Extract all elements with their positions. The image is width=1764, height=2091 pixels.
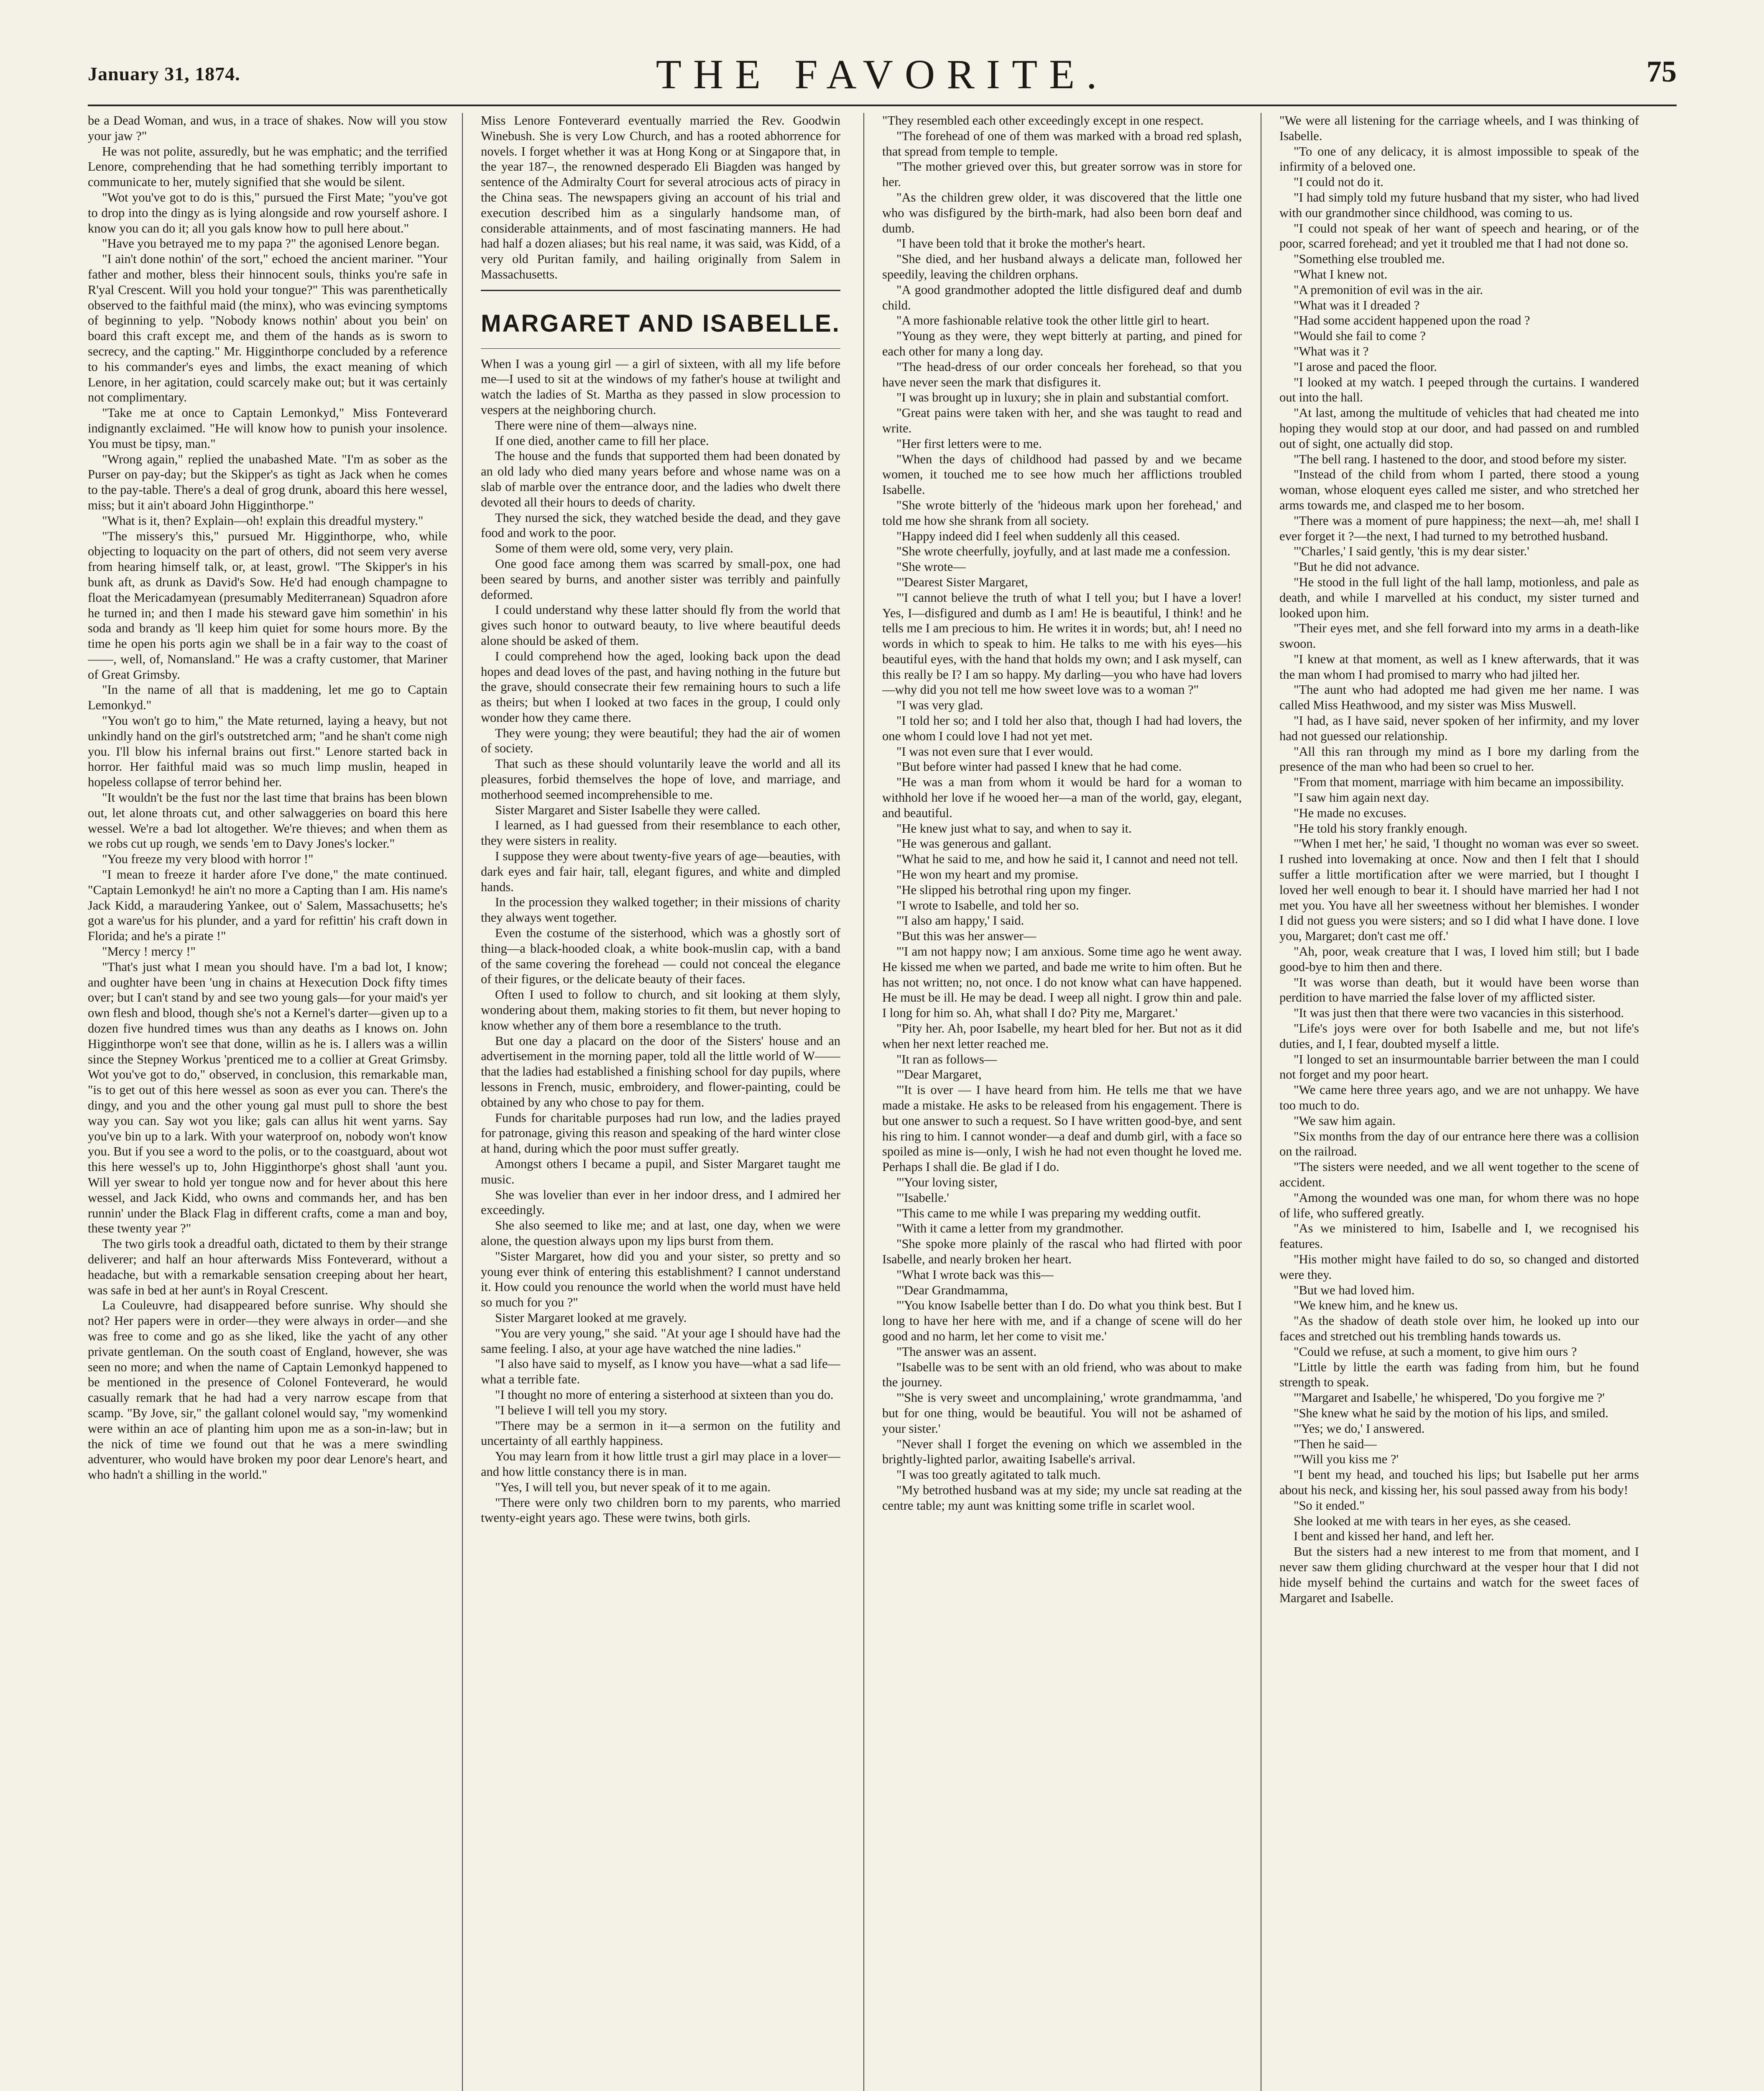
paragraph: "There were only two children born to my parents, who married twenty-eight years ago. These were twins, both girls. <box>481 1495 840 1525</box>
paragraph: "I wrote to Isabelle, and told her so. <box>896 898 1079 913</box>
paragraph: Funds for charitable purposes had run low, and the ladies prayed for patronage, giving this reason and speaking of the hard winter close at hand, during which the poor must suffer greatly. <box>481 1110 840 1156</box>
paragraph: "'Dearest Sister Margaret, <box>896 575 1028 589</box>
paragraph: "The forehead of one of them was marked with a broad red splash, that spread from temple to temple. <box>882 128 1242 158</box>
paragraph: "'She is very sweet and uncomplaining,' wrote grandmamma, 'and but for one thing, would be beautiful. You will not be ashamed of your sister.' <box>882 1391 1242 1436</box>
paragraph: "I looked at my watch. I peeped through the curtains. I wandered out into the hall. <box>1279 375 1639 405</box>
newspaper-title: THE FAVORITE. <box>656 51 1109 97</box>
paragraph: "I had simply told my future husband that my sister, who had lived with our grandmother since childhood, was coming to us. <box>1279 190 1639 220</box>
paragraph: "What is it, then? Explain—oh! explain this dreadful mystery." <box>102 513 424 528</box>
paragraph: "I knew at that moment, as well as I knew afterwards, that it was the man whom I had promised to marry who had jilted her. <box>1279 652 1639 682</box>
paragraph: "I told her so; and I told her also that, though I had had lovers, the one whom I could love I had not yet met. <box>882 713 1242 743</box>
paragraph: "He won my heart and my promise. <box>896 867 1079 882</box>
paragraph: "Mercy ! mercy !" <box>102 944 196 959</box>
paragraph: "The aunt who had adopted me had given me her name. I was called Miss Heathwood, and my sister was Miss Muswell. <box>1279 683 1639 713</box>
paragraph: "Wot you've got to do is this," pursued the First Mate; "you've got to drop into the dingy as is lying alongside and row yourself ashore. I know you can do it; all you gals know how to pull here about." <box>88 190 447 235</box>
paragraph: "A more fashionable relative took the other little girl to heart. <box>896 313 1210 328</box>
paragraph: "'I cannot believe the truth of what I tell you; but I have a lover! Yes, I—disfigured and dumb as I am! He is beautiful, I think! and he tells me I am precious to him. He writes it in words; but, ah! I need no words in which to speak to him. He talks to me with his eyes—his beautiful eyes, with the hand that holds my own; and I ask myself, can this really be I? I am so happy. My darling—you who have had lovers—why did you not tell me how sweet love was to a woman ?" <box>882 590 1242 697</box>
column-divider <box>462 113 463 2091</box>
paragraph: "She died, and her husband always a delicate man, followed her speedily, leaving the children orphans. <box>882 252 1242 281</box>
paragraph: Amongst others I became a pupil, and Sister Margaret taught me music. <box>481 1157 840 1186</box>
paragraph: "What I knew not. <box>1294 267 1388 281</box>
paragraph: "What was it ? <box>1294 344 1369 358</box>
paragraph: "You won't go to him," the Mate returned, laying a heavy, but not unkindly hand on the girl's outstretched arm; "and he shan't come nigh you. I'll blow his infernal brains out first." Lenore started back in horror. Her faithful maid was so much limp muslin, heaped in hopeless collapse of terror behind her. <box>88 713 447 790</box>
paragraph: The house and the funds that supported them had been donated by an old lady who died many years before and whose name was on a slab of marble over the entrance door, and the ladies who dwelt there devoted all their hours to deeds of charity. <box>481 449 840 509</box>
paragraph: They nursed the sick, they watched beside the dead, and they gave food and work to the poor. <box>481 510 840 540</box>
paragraph: "He was generous and gallant. <box>896 836 1052 851</box>
paragraph: "It ran as follows— <box>896 1052 997 1066</box>
paragraph: "'Charles,' I said gently, 'this is my dear sister.' <box>1294 544 1529 559</box>
paragraph: When I was a young girl — a girl of sixteen, with all my life before me—I used to sit at the windows of my father's house at twilight and watch the ladies of St. Martha as they passed in slow procession to vespers at the neighboring church. <box>481 356 840 417</box>
column-2 <box>481 113 840 2091</box>
paragraph: "I was brought up in luxury; she in plain and substantial comfort. <box>896 390 1229 405</box>
paragraph: "His mother might have failed to do so, so changed and distorted were they. <box>1279 1252 1639 1282</box>
paragraph: I suppose they were about twenty-five years of age—beauties, with dark eyes and fair hair, tall, elegant figures, and white and dimpled hands. <box>481 849 840 894</box>
paragraph: "You freeze my very blood with horror !" <box>102 852 314 867</box>
paragraph: "I longed to set an insurmountable barrier between the man I could not forget and my poor heart. <box>1279 1052 1639 1082</box>
paragraph: "My betrothed husband was at my side; my uncle sat reading at the centre table; my aunt was knitting some trifle in scarlet wool. <box>882 1483 1242 1513</box>
serial-conclusion <box>481 113 840 282</box>
paragraph: "I mean to freeze it harder afore I've done," the mate continued. "Captain Lemonkyd! he ain't no more a Capting than I am. His name's Jack Kidd, a maraudering Yankee, out o' Salem, Massachusetts; he's got a ware'us for his plunder, and a yard for refittin' his craft down in Florida; and he's a pirate !" <box>88 867 447 943</box>
paragraph: "'Isabelle.' <box>896 1190 949 1205</box>
paragraph: "From that moment, marriage with him became an impossibility. <box>1294 775 1624 790</box>
paragraph: "Sister Margaret, how did you and your sister, so pretty and so young ever think of entering this establishment? I cannot understand it. How could you renounce the world when the world must have held so much for you ?" <box>481 1249 840 1310</box>
paragraph: "Had some accident happened upon the road ? <box>1294 313 1530 328</box>
paragraph: "'Your loving sister, <box>896 1175 998 1189</box>
paragraph: "Her first letters were to me. <box>896 436 1042 451</box>
paragraph: The two girls took a dreadful oath, dictated to them by their strange deliverer; and half an hour afterwards Miss Fonteverard, without a headache, but with a remarkable sensation creeping about her heart, was safe in bed at her aunt's in Royal Crescent. <box>88 1237 447 1297</box>
paragraph: "I ain't done nothin' of the sort," echoed the ancient mariner. "Your father and mother, bless their hinnocent souls, thinks you're safe in R'yal Crescent. Will you hold your tongue?" This was parenthetically observed to the faithful maid (the minx), who was evincing symptoms of beginning to yelp. "Nobody knows nothin' about you bein' on board this craft except me, and them of the hands as is sworn to secrecy, and the capting." Mr. Higginthorpe concluded by a reference to his commander's eyes and limbs, the exact meaning of which Lenore, in her agitation, could scarcely make out; but it was certainly not complimentary. <box>88 252 447 405</box>
masthead-rule <box>88 105 1677 106</box>
paragraph: One good face among them was scarred by small-pox, one had been seared by burns, and another sister was terribly and painfully deformed. <box>481 556 840 602</box>
paragraph: "You are very young," she said. "At your age I should have had the same feeling. I also, at your age have watched the nine ladies." <box>481 1326 840 1356</box>
paragraph: She looked at me with tears in her eyes, as she ceased. <box>1294 1513 1571 1528</box>
paragraph: "But we had loved him. <box>1294 1283 1415 1297</box>
paragraph: "As the children grew older, it was discovered that the little one who was disfigured by the birth-mark, had also been born deaf and dumb. <box>882 190 1242 235</box>
page-number: 75 <box>1647 55 1677 88</box>
paragraph: "But he did not advance. <box>1294 560 1420 574</box>
paragraph: "I was too greatly agitated to talk much. <box>896 1467 1101 1482</box>
issue-date: January 31, 1874. <box>88 63 240 84</box>
paragraph: "Never shall I forget the evening on which we assembled in the brightly-lighted parlor, awaiting Isabelle's arrival. <box>882 1437 1242 1467</box>
story-rule-bottom <box>481 348 840 349</box>
paragraph: "She knew what he said by the motion of his lips, and smiled. <box>1294 1406 1608 1420</box>
paragraph: "The mother grieved over this, but greater sorrow was in store for her. <box>882 159 1242 189</box>
paragraph: "He made no excuses. <box>1294 805 1407 820</box>
paragraph: Some of them were old, some very, very plain. <box>495 541 733 556</box>
story-title: MARGARET AND ISABELLE. <box>481 309 840 337</box>
paragraph: "'Will you kiss me ?' <box>1294 1452 1399 1467</box>
column-3 <box>882 113 1242 2091</box>
paragraph: Sister Margaret looked at me gravely. <box>495 1310 687 1325</box>
paragraph: "'Yes; we do,' I answered. <box>1294 1421 1425 1436</box>
paragraph: "He stood in the full light of the hall lamp, motionless, and pale as death, and while I marvelled at his conduct, my sister turned and looked upon him. <box>1279 575 1639 620</box>
paragraph: "I arose and paced the floor. <box>1294 359 1437 374</box>
paragraph: La Couleuvre, had disappeared before sunrise. Why should she not? Her papers were in order—they were always in order—and she was free to come and go as she liked, like the yacht of any other private gentleman. On the south coast of England, however, she was seen no more; and when the name of Captain Lemonkyd happened to be mentioned in the presence of Colonel Fonteverard, he would casually remark that he had had a very narrow escape from that scamp. "By Jove, sir," the gallant colonel would say, "my womenkind were within an ace of planting him upon me as a son-in-law; but in the nick of time we found out that he was a mere swindling adventurer, who would have broken my poor dear Lenore's heart, and who hadn't a shilling in the world." <box>88 1298 447 1482</box>
paragraph: But the sisters had a new interest to me from that moment, and I never saw them gliding churchward at the vesper hour that I did not hide myself behind the curtains and watch for the sweet faces of Margaret and Isabelle. <box>1279 1544 1639 1605</box>
paragraph: "She spoke more plainly of the rascal who had flirted with poor Isabelle, and nearly broken her heart. <box>882 1237 1242 1266</box>
paragraph: "As we ministered to him, Isabelle and I, we recognised his features. <box>1279 1221 1639 1251</box>
paragraph: "She wrote— <box>896 560 966 574</box>
paragraph: "The bell rang. I hastened to the door, and stood before my sister. <box>1294 452 1627 466</box>
paragraph: "So it ended." <box>1294 1498 1365 1513</box>
paragraph: I could comprehend how the aged, looking back upon the dead hopes and dead loves of the past, and having nothing in the future but the grave, should consecrate their few remaining hours to such a life as theirs; but when I looked at two faces in the group, I could only wonder how they came there. <box>481 649 840 725</box>
paragraph: She also seemed to like me; and at last, one day, when we were alone, the question always upon my lips burst from them. <box>481 1218 840 1248</box>
paragraph: "I also have said to myself, as I know you have—what a sad life—what a terrible fate. <box>481 1357 840 1387</box>
paragraph: "The sisters were needed, and we all went together to the scene of accident. <box>1279 1160 1639 1189</box>
paragraph: "It was just then that there were two vacancies in this sisterhood. <box>1294 1006 1624 1020</box>
paragraph: "I have been told that it broke the mother's heart. <box>896 236 1146 251</box>
paragraph: Sister Margaret and Sister Isabelle they were called. <box>495 803 761 817</box>
paragraph: "The head-dress of our order conceals her forehead, so that you have never seen the mark that disfigures it. <box>882 359 1242 389</box>
paragraph: "Wrong again," replied the unabashed Mate. "I'm as sober as the Purser on pay-day; but the Skipper's as tight as Jack when he comes to the pay-table. There's a deal of grog drunk, aboard this here wessel, miss; but it ain't aboard John Higginthorpe." <box>88 452 447 512</box>
paragraph: "I could not speak of her want of speech and hearing, or of the poor, scarred forehead; and yet it troubled me that I had not done so. <box>1279 221 1639 251</box>
paragraph: "But before winter had passed I knew that he had come. <box>896 759 1182 774</box>
paragraph: "All this ran through my mind as I bore my darling from the presence of the man who had been so cruel to her. <box>1279 744 1639 774</box>
paragraph: "Isabelle was to be sent with an old friend, who was about to make the journey. <box>882 1360 1242 1390</box>
paragraph: "The missery's this," pursued Mr. Higginthorpe, who, while objecting to loquacity on the part of others, did not seem very averse from hearing himself talk, or, at least, growl. "The Skipper's in his bunk aft, as drunk as David's Sow. He'd had enough champagne to float the Mericadamyean (presumably Mediterranean) Squadron afore he turned in; and then I made his steward gave him somethin' in his soda and brandy as 'll keep him quiet for some hours more. By the time he open his ports agin we shall be in a fair way to the coast of ——, well, of, Nomansland." He was a crafty customer, that Mariner of Great Grimsby. <box>88 529 447 682</box>
paragraph: "Young as they were, they wept bitterly at parting, and pined for each other for many a long day. <box>882 329 1242 358</box>
paragraph: "A good grandmother adopted the little disfigured deaf and dumb child. <box>882 282 1242 312</box>
paragraph: "Happy indeed did I feel when suddenly all this ceased. <box>896 529 1180 543</box>
paragraph: "Life's joys were over for both Isabelle and me, but not life's duties, and I, I fear, doubted myself a little. <box>1279 1021 1639 1051</box>
paragraph: "What I wrote back was this— <box>896 1267 1054 1282</box>
paragraph: "I had, as I have said, never spoken of her infirmity, and my lover had not guessed our relationship. <box>1279 713 1639 743</box>
paragraph: But one day a placard on the door of the Sisters' house and an advertisement in the morning paper, told all the little world of W—— that the ladies had established a finishing school for day pupils, where lessons in French, music, embroidery, and flower-painting, could be obtained by any who chose to pay for them. <box>481 1033 840 1109</box>
paragraph: "Instead of the child from whom I parted, there stood a young woman, whose eloquent eyes called me sister, and who stretched her arms towards me, and clasped me to her bosom. <box>1279 467 1639 512</box>
paragraph: "'You know Isabelle better than I do. Do what you think best. But I long to have her here with me, and if a change of scene will do her good and no harm, let her come to visit me.' <box>882 1298 1242 1343</box>
paragraph: "In the name of all that is maddening, let me go to Captain Lemonkyd." <box>88 683 447 713</box>
paragraph: "I bent my head, and touched his lips; but Isabelle put her arms about his neck, and kissing her, his soul passed away from his body! <box>1279 1467 1639 1497</box>
paragraph: Even the costume of the sisterhood, which was a ghostly sort of thing—a black-hooded cloak, a white book-muslin cap, with a band of the same covering the forehead — could not conceal the elegance of their figures, or the delicate beauty of their faces. <box>481 926 840 987</box>
paragraph: "I believe I will tell you my story. <box>495 1403 667 1417</box>
paragraph: "'It is over — I have heard from him. He tells me that we have made a mistake. He asks to be released from his engagement. There is but one answer to such a request. So I have written good-bye, and sent his ring to him. I cannot wonder—a deaf and dumb girl, with a face so spoiled as mine is—only, I wish he had not even thought he loved me. Perhaps I shall die. Be glad if I do. <box>882 1083 1242 1174</box>
paragraph: If one died, another came to fill her place. <box>495 433 709 448</box>
paragraph: "With it came a letter from my grandmother. <box>896 1221 1124 1236</box>
paragraph: "We saw him again. <box>1294 1113 1396 1128</box>
paragraph: "Little by little the earth was fading from him, but he found strength to speak. <box>1279 1360 1639 1390</box>
paragraph: "I was very glad. <box>896 698 983 713</box>
paragraph: "It was worse than death, but it would have been worse than perdition to have married the false lover of my afflicted sister. <box>1279 975 1639 1005</box>
paragraph: There were nine of them—always nine. <box>495 418 697 432</box>
paragraph: "What he said to me, and how he said it, I cannot and need not tell. <box>896 852 1238 867</box>
paragraph: In the procession they walked together; in their missions of charity they always went together. <box>481 895 840 925</box>
paragraph: Often I used to follow to church, and sit looking at them slyly, wondering about them, making stories to fit them, but never hoping to know whether any of them bore a resemblance to the truth. <box>481 987 840 1033</box>
paragraph: That such as these should voluntarily leave the world and all its pleasures, forbid themselves the hope of love, and marriage, and motherhood seemed incomprehensible to me. <box>481 757 840 802</box>
paragraph: You may learn from it how little trust a girl may place in a lover—and how little constancy there is in man. <box>481 1449 840 1479</box>
paragraph: "Six months from the day of our entrance here there was a collision on the railroad. <box>1279 1129 1639 1159</box>
column-divider <box>863 113 864 2091</box>
paragraph: They were young; they were beautiful; they had the air of women of society. <box>481 726 840 756</box>
paragraph: "Could we refuse, at such a moment, to give him ours ? <box>1294 1344 1577 1359</box>
paragraph: "To one of any delicacy, it is almost impossible to speak of the infirmity of a beloved one. <box>1279 144 1639 174</box>
paragraph: "Take me at once to Captain Lemonkyd," Miss Fonteverard indignantly exclaimed. "He will know how to punish your insolence. You must be tipsy, man." <box>88 406 447 451</box>
paragraph: "We knew him, and he knew us. <box>1294 1298 1458 1313</box>
paragraph: be a Dead Woman, and wus, in a trace of shakes. Now will you stow your jaw ?" <box>88 113 447 143</box>
paragraph: "I was not even sure that I ever would. <box>896 744 1093 759</box>
paragraph: "Yes, I will tell you, but never speak of it to me again. <box>495 1480 771 1494</box>
paragraph: "The answer was an assent. <box>896 1344 1037 1359</box>
paragraph: "We were all listening for the carriage wheels, and I was thinking of Isabelle. <box>1279 113 1639 143</box>
paragraph: "He told his story frankly enough. <box>1294 821 1468 836</box>
paragraph: "There may be a sermon in it—a sermon on the futility and uncertainty of all earthly happiness. <box>481 1418 840 1448</box>
paragraph: "But this was her answer— <box>896 929 1036 943</box>
paragraph: "There was a moment of pure happiness; the next—ah, me! shall I ever forget it ?—the next, I had turned to my betrothed husband. <box>1279 513 1639 543</box>
paragraph: "I saw him again next day. <box>1294 790 1429 805</box>
paragraph: "'Dear Grandmamma, <box>896 1283 1008 1297</box>
paragraph: "Great pains were taken with her, and she was taught to read and write. <box>882 406 1242 435</box>
paragraph: "This came to me while I was preparing my wedding outfit. <box>896 1206 1201 1220</box>
paragraph: "We came here three years ago, and we are not unhappy. We have too much to do. <box>1279 1083 1639 1112</box>
paragraph: "She wrote cheerfully, joyfully, and at last made me a confession. <box>896 544 1230 559</box>
column-4 <box>1279 113 1639 2091</box>
paragraph: "What was it I dreaded ? <box>1294 298 1420 312</box>
paragraph: "Ah, poor, weak creature that I was, I loved him still; but I bade good-bye to him then and there. <box>1279 944 1639 974</box>
paragraph: "Their eyes met, and she fell forward into my arms in a death-like swoon. <box>1279 621 1639 651</box>
paragraph: "It wouldn't be the fust nor the last time that brains has been blown out, let alone throats cut, and other salwaggeries on board this here wessel. We're a bad lot altogether. We're thieves; and when them as we robs cut up rough, we sends 'em to Davy Jones's locker." <box>88 790 447 851</box>
paragraph: "'I am not happy now; I am anxious. Some time ago he went away. He kissed me when we parted, and bade me write to him often. But he has not written; no, not once. I do not know what can have happened. He must be ill. He may be dead. I weep all night. I grow thin and pale. I long for him so. Ah, what shall I do? Pity me, Margaret.' <box>882 944 1242 1020</box>
paragraph: "He knew just what to say, and when to say it. <box>896 821 1132 836</box>
paragraph: I learned, as I had guessed from their resemblance to each other, they were sisters in reality. <box>481 818 840 848</box>
paragraph: "He slipped his betrothal ring upon my finger. <box>896 882 1131 897</box>
paragraph: "'Dear Margaret, <box>896 1067 982 1082</box>
story-rule-top <box>481 290 840 291</box>
paragraph: "'When I met her,' he said, 'I thought no woman was ever so sweet. I rushed into lovemaking at once. Now and then I felt that I should suffer a little mortification after we were married, but I thought I loved her well enough to bear it. I should have married her had I not met you. You have all her sweetness without her blemishes. I wonder I did not guess you were sisters; and so I did what I have done. I love you, Margaret; don't cast me off.' <box>1279 836 1639 943</box>
paragraph: "I thought no more of entering a sisterhood at sixteen than you do. <box>495 1387 834 1402</box>
column-1 <box>88 113 447 2091</box>
paragraph: "'Margaret and Isabelle,' he whispered, 'Do you forgive me ?' <box>1294 1391 1605 1405</box>
paragraph: He was not polite, assuredly, but he was emphatic; and the terrified Lenore, comprehending that he had something terribly important to communicate to her, mutely signified that she would be silent. <box>88 144 447 189</box>
paragraph: "Pity her. Ah, poor Isabelle, my heart bled for her. But not as it did when her next letter reached me. <box>882 1021 1242 1051</box>
paragraph: "'I also am happy,' I said. <box>896 913 1024 928</box>
paragraph: "Something else troubled me. <box>1294 252 1445 266</box>
paragraph: "Would she fail to come ? <box>1294 329 1426 343</box>
paragraph: "A premonition of evil was in the air. <box>1294 282 1483 297</box>
paragraph: Miss Lenore Fonteverard eventually married the Rev. Goodwin Winebush. She is very Low Church, and has a rooted abhorrence for novels. I forget whether it was at Hong Kong or at Singapore that, in the year 187–, the renowned desperado Eli Biagden was hanged by sentence of the Admiralty Court for several atrocious acts of piracy in the China seas. The newspapers giving an account of his trial and execution described him as a singularly handsome man, of considerable attainments, and of most fascinating manners. He had had half a dozen aliases; but his real name, it was said, was Kidd, of a very old Puritan family, and hailing originally from Salem in Massachusetts. <box>481 113 840 281</box>
paragraph: "She wrote bitterly of the 'hideous mark upon her forehead,' and told me how she shrank from all society. <box>882 498 1242 528</box>
paragraph: I bent and kissed her hand, and left her. <box>1294 1529 1494 1544</box>
paragraph: "That's just what I mean you should have. I'm a bad lot, I know; and oughter have been 'ung in chains at Hexecution Dock fifty times over; but I can't stand by and see two young gals—for your maid's yer own flesh and blood, though she's not a Kernel's darter—given up to a dozen five hundred times wus than any deaths as I knows on. John Higginthorpe won't see that done, willin as he is. I allers was a willin since the Stepney Workus 'prenticed me to a collier at Great Grimsby. Wot you've got to do," observed, in conclusion, this remarkable man, "is to get out of this here wessel as soon as ever you can. There's the dingy, and you and the other young gal must pull to shore the best way you can. Say wot you like; gals can allus hit went yarns. Say you've bin up to a lark. With your waterproof on, nobody won't know you. But if you see a word to the polis, or to the coastguard, about wot this here wessel's up to, John Higginthorpe's ghost shall 'aunt you. Will yer swear to hold yer tongue now and for hever about this here wessel, and Jack Kidd, who owns and commands her, and has ben runnin' under the Black Flag in different crafts, come a man and boy, these twenty year ?" <box>88 959 447 1236</box>
paragraph: "At last, among the multitude of vehicles that had cheated me into hoping they would stop at our door, and had passed on and rumbled out of sight, one actually did stop. <box>1279 406 1639 451</box>
paragraph: "Then he said— <box>1294 1437 1377 1451</box>
story-body <box>481 356 840 1526</box>
paragraph: "They resembled each other exceedingly except in one respect. <box>882 113 1204 128</box>
paragraph: I could understand why these latter should fly from the world that gives such honor to outward beauty, to live where beautiful deeds alone should be asked of them. <box>481 603 840 648</box>
paragraph: "Have you betrayed me to my papa ?" the agonised Lenore began. <box>102 236 440 251</box>
masthead <box>88 50 1677 100</box>
paragraph: "He was a man from whom it would be hard for a woman to withhold her love if he wooed her—a man of the world, gay, elegant, and beautiful. <box>882 775 1242 820</box>
paragraph: "I could not do it. <box>1294 175 1384 189</box>
paragraph: She was lovelier than ever in her indoor dress, and I admired her exceedingly. <box>481 1187 840 1217</box>
paragraph: "When the days of childhood had passed by and we became women, it touched me to see how much her afflictions troubled Isabelle. <box>882 452 1242 497</box>
paragraph: "As the shadow of death stole over him, he looked up into our faces and stretched out his trembling hands towards us. <box>1279 1314 1639 1343</box>
paragraph: "Among the wounded was one man, for whom there was no hope of life, who suffered greatly. <box>1279 1190 1639 1220</box>
